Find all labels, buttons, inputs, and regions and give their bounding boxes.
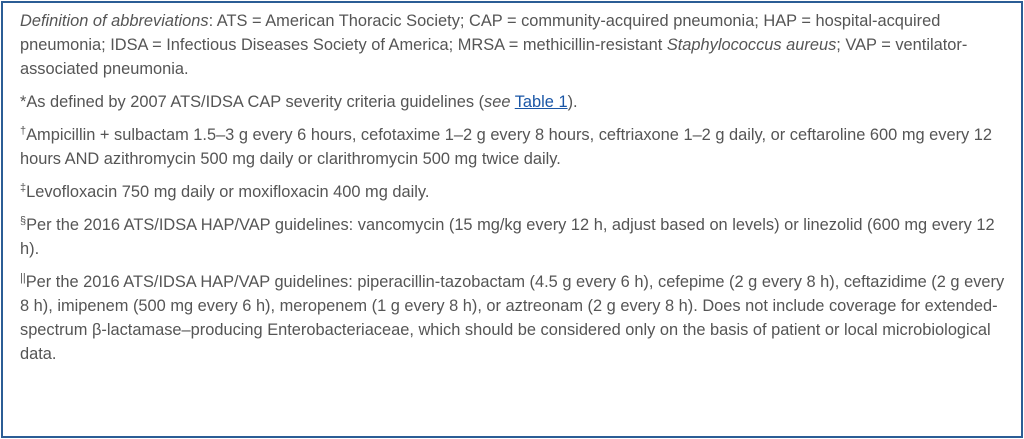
- abbr-text: : ATS = American Thoracic Society; CAP = community-acquired pneumonia; HAP = hospital-acquired pneumonia; IDSA = Infectious Diseases Society of America; MRSA = methicillin-resistant: [20, 12, 941, 54]
- footnote-text-end: ).: [567, 93, 578, 111]
- footnote-mark: ||: [20, 272, 26, 284]
- table-1-link[interactable]: Table 1: [514, 93, 568, 111]
- footnote-mark: §: [20, 215, 27, 227]
- footnote-section: [20, 213, 1009, 261]
- footnote-mark: †: [20, 125, 27, 137]
- footnote-text: *As defined by 2007 ATS/IDSA CAP severity criteria guidelines (: [20, 93, 485, 111]
- footnote-text: Per the 2016 ATS/IDSA HAP/VAP guidelines: vancomycin (15 mg/kg every 12 h, adjust based on levels) or linezolid (600 mg every 12 h).: [20, 216, 995, 258]
- footnote-abbreviations: [20, 9, 1009, 81]
- footnote-star: [20, 90, 1009, 114]
- species-name: Staphylococcus aureus: [666, 36, 837, 54]
- footnote-text: Levofloxacin 750 mg daily or moxifloxacin 400 mg daily.: [26, 183, 430, 201]
- see-text: see: [484, 93, 511, 111]
- footnote-text: Per the 2016 ATS/IDSA HAP/VAP guidelines: piperacillin-tazobactam (4.5 g every 6 h), cefepime (2 g every 8 h), ceftazidime (2 g every 8 h), imipenem (500 mg every 6 h), meropenem (1 g every 8 h), or aztreonam (2 g every 8 h). Does not include coverage for extended-spectrum β-lactamase–producing Enterobacteriaceae, which should be considered only on the basis of patient or local microbiological data.: [20, 273, 1005, 363]
- footnote-parallel: [20, 270, 1009, 366]
- footnote-text: Ampicillin + sulbactam 1.5–3 g every 6 hours, cefotaxime 1–2 g every 8 hours, ceftriaxone 1–2 g daily, or ceftaroline 600 mg every 12 hours AND azithromycin 500 mg daily or clarithromycin 500 mg twice daily.: [20, 126, 993, 168]
- footnote-mark: ‡: [20, 182, 27, 194]
- footnote-double-dagger: [20, 180, 1009, 204]
- table-footnotes-box: [1, 1, 1023, 438]
- abbr-text-end: ; VAP = ventilator-associated pneumonia.: [20, 36, 968, 78]
- footnote-dagger: [20, 123, 1009, 171]
- abbr-label: Definition of abbreviations: [20, 12, 209, 30]
